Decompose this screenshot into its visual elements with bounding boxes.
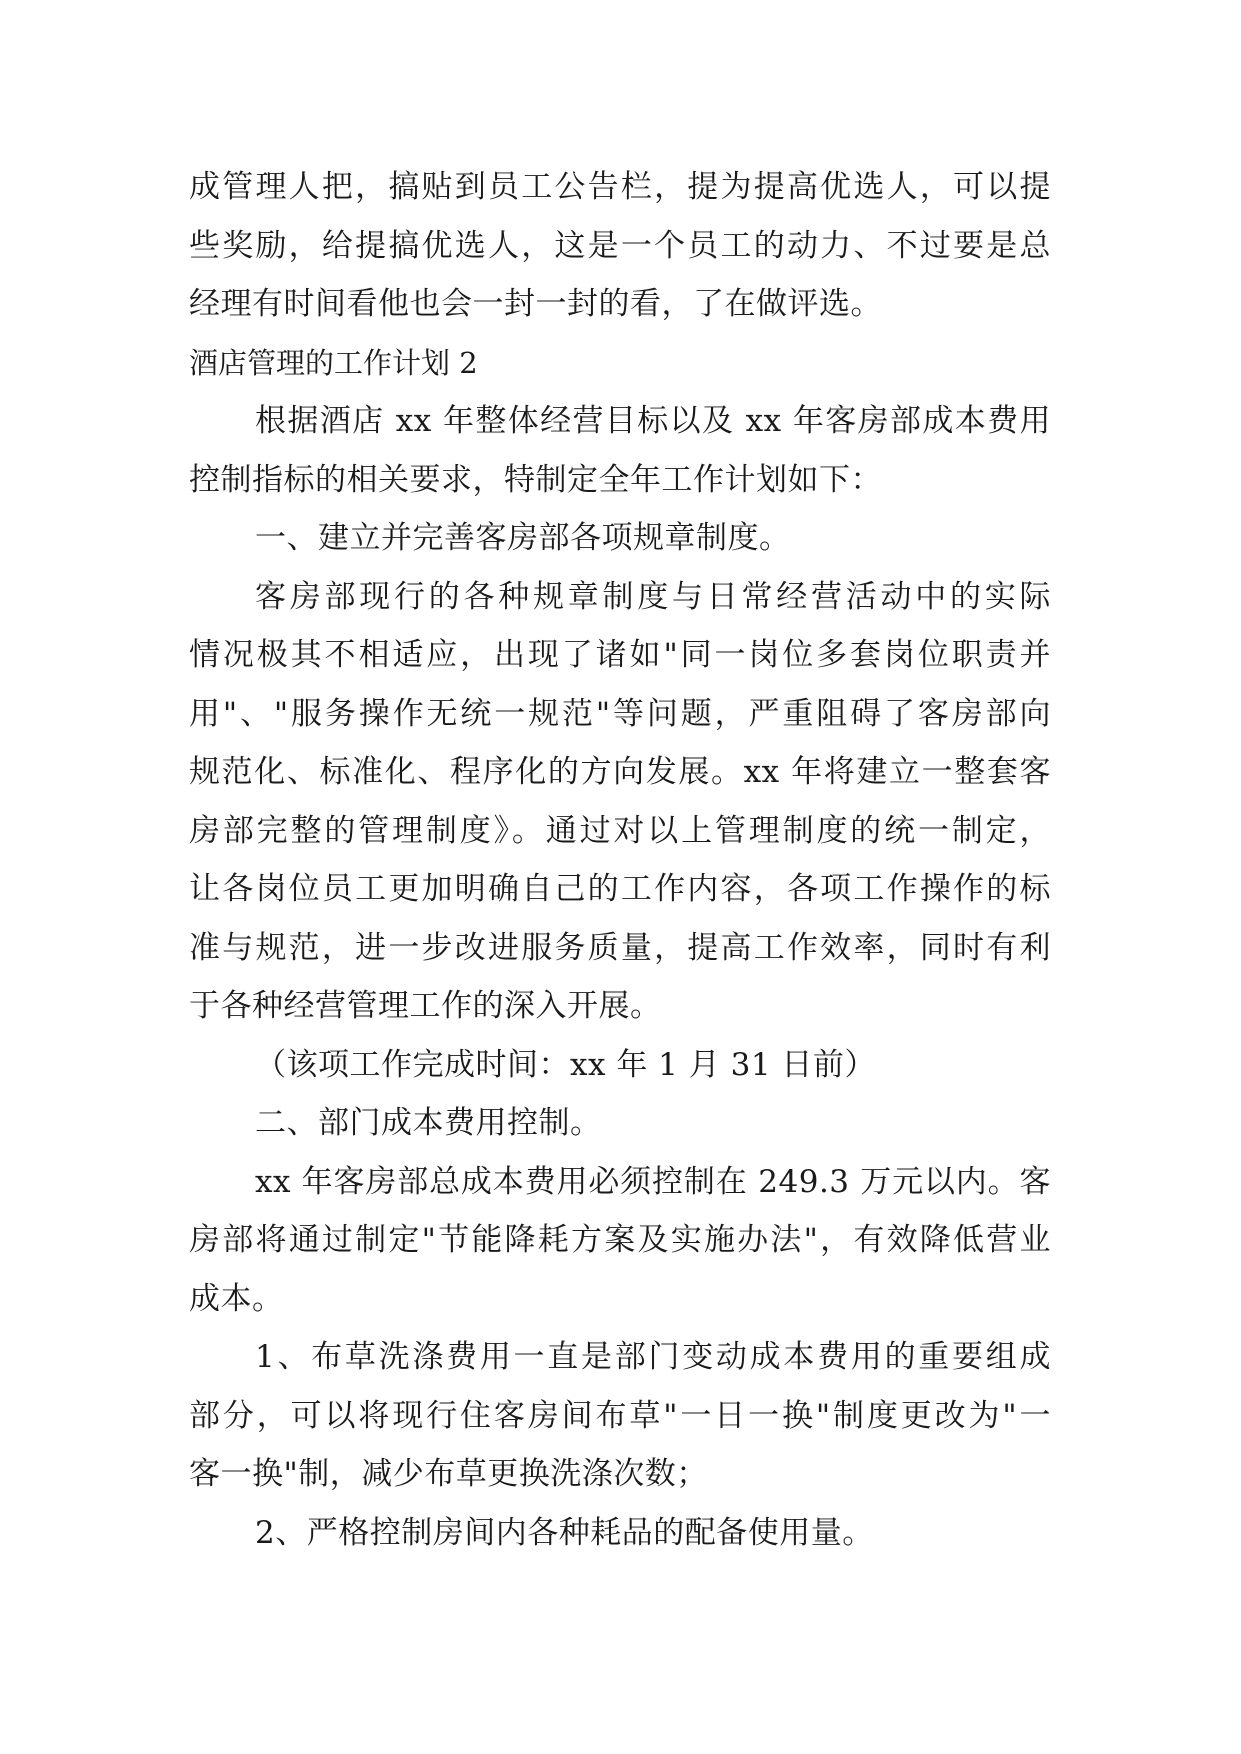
paragraph-line: 于各种经营管理工作的深入开展。 [189, 988, 662, 1024]
paragraph-line: 情况极其不相适应，出现了诸如"同一岗位多套岗位职责并 [189, 637, 1051, 673]
paragraph-line: 成本。 [189, 1280, 284, 1317]
paragraph-line: 二、部门成本费用控制。 [255, 1105, 602, 1141]
paragraph-line: 经理有时间看他也会一封一封的看，了在做评选。 [189, 286, 882, 322]
paragraph-line: 2、严格控制房间内各种耗品的配备使用量。 [255, 1514, 874, 1551]
paragraph-line: 成管理人把，搞贴到员工公告栏，提为提高优选人，可以提 [189, 169, 1051, 205]
paragraph-line: 些奖励，给提搞优选人，这是一个员工的动力、不过要是总 [189, 227, 1051, 264]
paragraph-line: xx 年客房部总成本费用必须控制在 249.3 万元以内。客 [255, 1163, 1051, 1200]
paragraph-line: 准与规范，进一步改进服务质量，提高工作效率，同时有利 [189, 929, 1051, 966]
paragraph-line: 房部完整的管理制度》。通过对以上管理制度的统一制定， [189, 812, 1051, 849]
section-heading: 酒店管理的工作计划 2 [189, 345, 478, 380]
paragraph-line: 让各岗位员工更加明确自己的工作内容，各项工作操作的标 [189, 871, 1051, 907]
paragraph-line: 规范化、标准化、程序化的方向发展。xx 年将建立一整套客 [189, 754, 1051, 790]
paragraph-line: 用"、"服务操作无统一规范"等问题，严重阻碍了客房部向 [189, 695, 1051, 732]
paragraph-line: 1、布草洗涤费用一直是部门变动成本费用的重要组成 [255, 1339, 1051, 1375]
document-body [189, 158, 1051, 1562]
paragraph-line: （该项工作完成时间：xx 年 1 月 31 日前） [255, 1046, 876, 1083]
paragraph-line: 房部将通过制定"节能降耗方案及实施办法"，有效降低营业 [189, 1222, 1051, 1258]
paragraph-line: 控制指标的相关要求，特制定全年工作计划如下： [189, 461, 882, 498]
paragraph-line: 一、建立并完善客房部各项规章制度。 [255, 520, 791, 556]
paragraph-line: 客房部现行的各种规章制度与日常经营活动中的实际 [255, 578, 1051, 615]
paragraph-line: 根据酒店 xx 年整体经营目标以及 xx 年客房部成本费用 [255, 403, 1051, 439]
paragraph-line: 部分，可以将现行住客房间布草"一日一换"制度更改为"一 [189, 1397, 1051, 1434]
paragraph-line: 客一换"制，减少布草更换洗涤次数； [189, 1456, 708, 1492]
